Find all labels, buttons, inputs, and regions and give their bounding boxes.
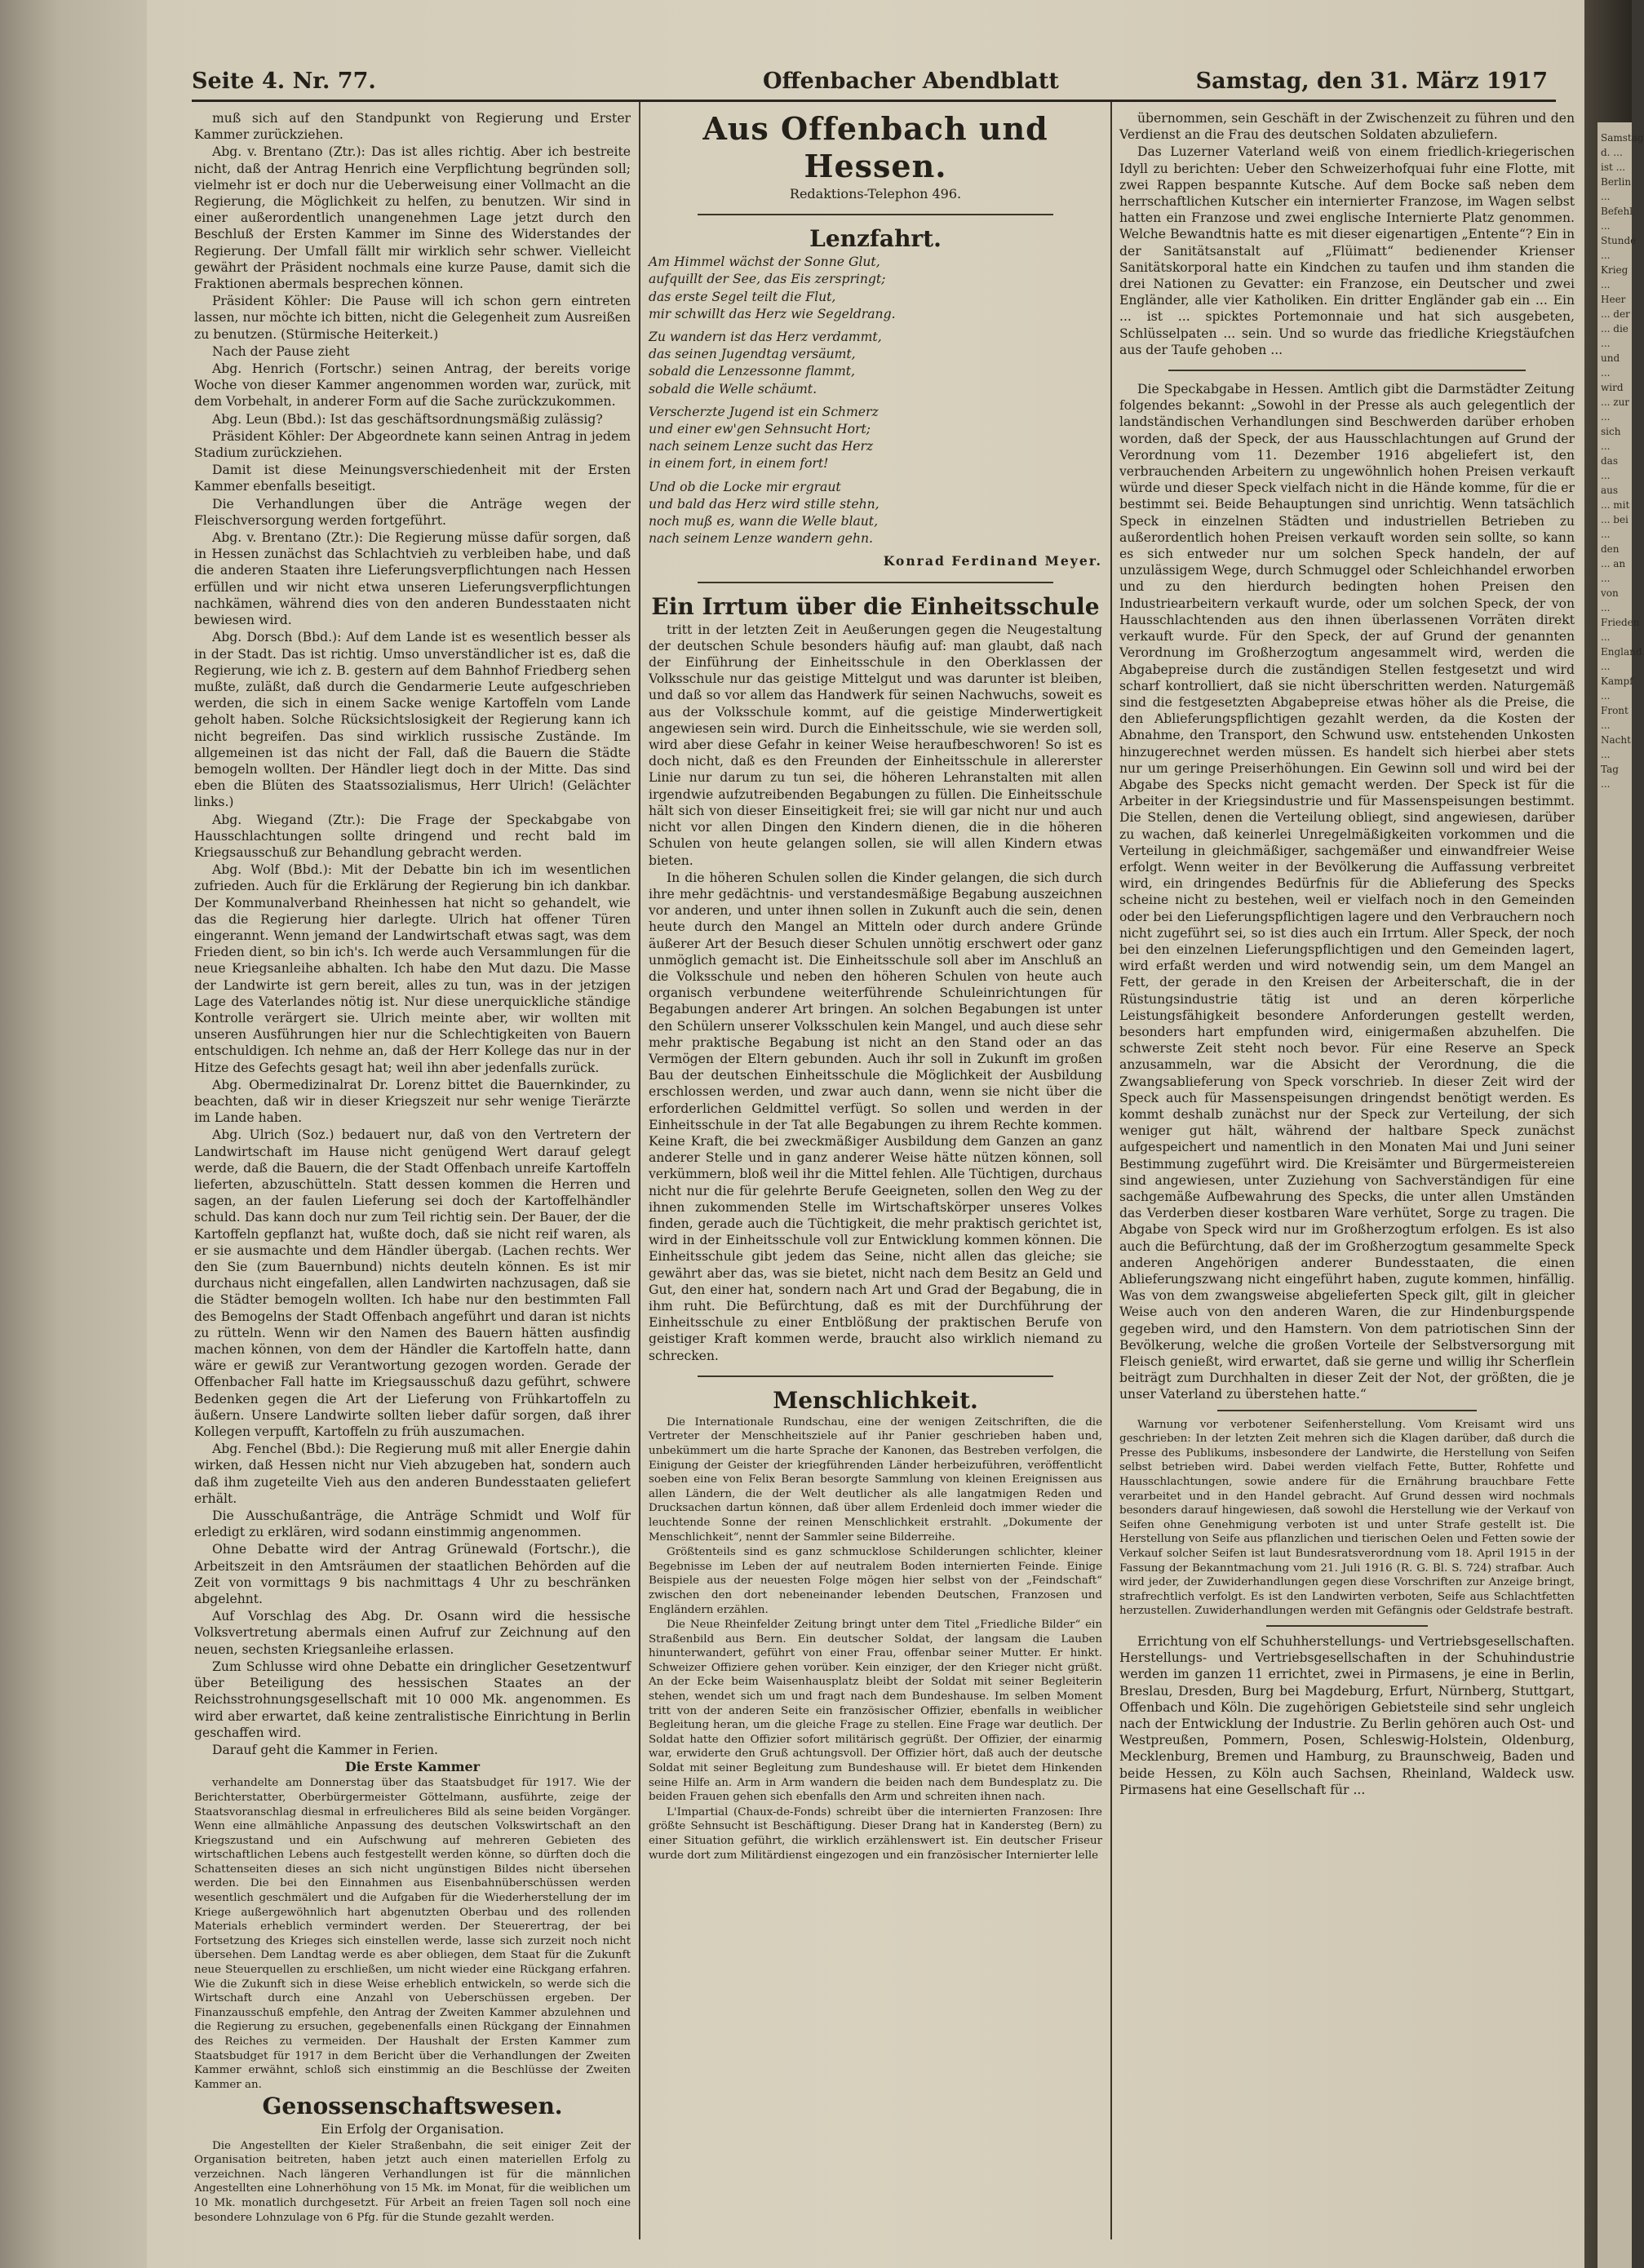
paragraph: sobald die Lenzessonne flammt, xyxy=(649,364,855,379)
paragraph: Zum Schlusse wird ohne Debatte ein dringlicher Gesetzentwurf über Beteiligung des hessischen Staates an der Reichsstrohnungsgesellschaft mit 10 000 Mk. angenommen. Es wird aber erwartet, daß keine zentralistische Einrichtung in Berlin geschaffen wird. xyxy=(194,1659,631,1740)
paragraph: Präsident Köhler: Der Abgeordnete kann seinen Antrag in jedem Stadium zurückziehen. xyxy=(194,428,631,461)
paragraph: Abg. Obermedizinalrat Dr. Lorenz bittet die Bauernkinder, zu beachten, daß wir in dieser Kriegszeit nur sehr wenige Tierärzte im Lande haben. xyxy=(194,1077,631,1126)
header-date: Samstag, den 31. März 1917 xyxy=(1195,69,1548,94)
paragraph: tritt in der letzten Zeit in Aeußerungen gegen die Neugestaltung der deutschen Schule besonders häufig auf: man glaubt, daß nach der Einführung der Einheitsschule in den Oberklassen der Volksschule nur das geistige Mittelgut und was darunter ist bleiben, und daß so vor allem das Handwerk für seinen Nachwuchs, soweit es aus der Volksschule kommt, auf die geistige Minderwertigkeit angewiesen sein wird. Durch die Einheitsschule, wie sie werden soll, wird aber diese Gefahr in keiner Weise heraufbeschworen! So ist es doch nicht, daß es den Freunden der Einheitsschule in allererster Linie nur darum zu tun sei, die höheren Lehranstalten mit allen irgendwie aufzutreibenden Begabungen zu füllen. Die Einheitsschule hält sich von dieser Einseitigkeit frei; sie will gar nicht nur und auch nicht vor allen Dingen den Kindern dienen, die in die höheren Schulen von heute gelangen sollen, sie will allen Kindern etwas bieten. xyxy=(649,622,1102,868)
paragraph: aufquillt der See, das Eis zerspringt; xyxy=(649,272,886,287)
paragraph: und bald das Herz wird stille stehn, xyxy=(649,496,880,512)
paragraph: noch muß es, wann die Welle blaut, xyxy=(649,514,879,529)
genossenschaft-text: Die Angestellten der Kieler Straßenbahn, die seit einiger Zeit der Organisation beitreten, haben jetzt auch einen materiellen Erfolg zu verzeichnen. Nach längeren Verhandlungen ist für die männlichen Angestellten eine Lohnerhöhung von 15 Mk. im Monat, für die weiblichen um 10 Mk. monatlich durchgesetzt. Für Arbeit an freien Tagen soll noch eine besondere Lohnzulage von 6 Pfg. für die Stunde gezahlt werden. xyxy=(194,2139,631,2224)
column-rule-1 xyxy=(639,102,640,2239)
paragraph: Die Internationale Rundschau, eine der wenigen Zeitschriften, die die Vertreter der Menschheitsziele auf ihr Panier geschrieben haben und, unbekümmert um die harte Sprache der Kanonen, das Bestreben verfolgen, die Einigung der Geister der kriegführenden Länder herbeizuführen, veröffentlicht soeben eine von Felix Beran besorgte Sammlung von kleinen Ereignissen aus allen Ländern, die der Welt deutlicher als alle langatmigen Reden und Drucksachen dartun können, daß über allem Erdenleid doch immer wieder die leuchtende Sonne der reinen Menschlichkeit erstrahlt. „Dokumente der Menschlichkeit“, nennt der Sammler seine Bilderreihe. xyxy=(649,1415,1102,1544)
erste-kammer-text: verhandelte am Donnerstag über das Staatsbudget für 1917. Wie der Berichterstatter, Oberbürgermeister Göttelmann, ausführte, zeige der Staatsvoranschlag diesmal in erfreulicheres Bild als seine beiden Vorgänger. Wenn eine allmähliche Anpassung des deutschen Volkswirtschaft an den Kriegszustand und ein Aufschwung auf mehreren Gebieten des wirtschaftlichen Lebens auch festgestellt werden könne, so dürften doch die Schattenseiten dieses an sich nicht ungünstigen Bildes nicht übersehen werden. Die bei den Einnahmen aus Eisenbahnüberschüssen werden wesentlich geschmälert und die Aufgaben für die Wiederherstellung der im Kriege außergewöhnlich hart abgenutzten Oberbau und des rollenden Materials erheblich vermindert werden. Der Steuerertrag, der bei Fortsetzung des Krieges sich einstellen werde, lasse sich zurzeit noch nicht übersehen. Dem Landtag werde es aber obliegen, dem Staat für die Zukunft neue Steuerquellen zu erschließen, um nicht wieder eine Rückgang erfahren. Wie die Zukunft sich in diese Weise erheblich entwickeln, so werde sich die Wirtschaft durch eine Anzahl von Ueberschüssen ergeben. Der Finanzausschuß empfehle, den Antrag der Zweiten Kammer abzulehnen und die Regierung zu ersuchen, gegebenenfalls einen Rückgang der Einnahmen des Reiches zu vermeiden. Der Haushalt der Ersten Kammer zum Staatsbudget für 1917 in dem Bericht über die Verhandlungen der Zweiten Kammer erwähnt, schloß sich einstimmig an die Beschlüsse der Zweiten Kammer an. xyxy=(194,1777,631,2091)
menschlichkeit-heading: Menschlichkeit. xyxy=(773,1386,978,1414)
einheitsschule-article xyxy=(649,622,1102,1364)
paragraph: Abg. Wolf (Bbd.): Mit der Debatte bin ich im wesentlichen zufrieden. Auch für die Erklärung der Regierung bin ich dankbar. Der Kommunalverband Rheinhessen hat nicht so gehandelt, wie das die Regierung hier darlegte. Ulrich hat offener Türen eingerannt. Wenn jemand der Landwirtschaft etwas sagt, was dem Frieden dient, so bin ich's. Ich werde auch Versammlungen für die neue Kriegsanleihe abhalten. Ich habe den Mut dazu. Die Masse der Landwirte ist gern bereit, alles zu tun, was in der jetzigen Lage des Vaterlandes nötig ist. Nur diese unerquickliche ständige Kontrolle verärgert sie. Ulrich meinte aber, wir wollten mit unseren Ausführungen hier nur die Schlechtigkeiten von Bauern entschuldigen. Ich nehme an, daß der Herr Kollege das nur in der Hitze des Gefechts gesagt hat; weil ihn aber jedenfalls zurück. xyxy=(194,862,631,1075)
paragraph: in einem fort, in einem fort! xyxy=(649,456,829,472)
paragraph: Die Verhandlungen über die Anträge wegen der Fleischversorgung werden fortgeführt. xyxy=(194,496,631,528)
section-divider xyxy=(1168,370,1526,371)
paragraph: Zu wandern ist das Herz verdammt, xyxy=(649,330,882,345)
paragraph: Abg. v. Brentano (Ztr.): Das ist alles richtig. Aber ich bestreite nicht, daß der Antrag Henrich eine Verpflichtung begründen soll; vielmehr ist er doch nur die Ueberweisung einer Vollmacht an die Regierung, die Möglichkeit zu helfen, zu benutzen. Wir sind in einer außerordentlich unangenehmen Lage jetzt durch den Beschluß der Ersten Kammer im Sinne des Widerstandes der Regierung. Der Umfall fällt mir wirklich sehr schwer. Vielleicht gewährt der Präsident nochmals eine kurze Pause, damit sich die Fraktionen abermals besprechen können. xyxy=(194,144,631,292)
section-divider xyxy=(1217,1410,1477,1411)
schuh-gesellschaften: Errichtung von elf Schuhherstellungs- und Vertriebsgesellschaften. Herstellungs- und Vertriebsgesellschaften in der Schuhindustrie werden im ganzen 11 errichtet, zwei in Pirmasens, je eine in Berlin, Breslau, Dresden, Burg bei Magdeburg, Erfurt, Nürnberg, Stuttgart, Offenbach und Köln. Die zugehörigen Gebietsteile sind sehr ungleich nach der Entwicklung der Industrie. Zu Berlin gehören auch Ost- und Westpreußen, Pommern, Posen, Schleswig-Holstein, Oldenburg, Mecklenburg, Bremen und Hamburg, zu Braunschweig, Baden und beide Hessen, zu Köln auch Sachsen, Rheinland, Waldeck usw. Pirmasens hat eine Gesellschaft für ... xyxy=(1119,1633,1575,1797)
section-divider xyxy=(698,1375,1053,1377)
column-2 xyxy=(649,110,1102,2252)
paragraph: Abg. Wiegand (Ztr.): Die Frage der Speckabgabe von Hausschlachtungen sollte dringend und recht bald im Kriegsausschuß zur Behandlung gebracht werden. xyxy=(194,812,631,860)
section-divider xyxy=(698,214,1053,215)
paragraph: Abg. Leun (Bbd.): Ist das geschäftsordnungsmäßig zulässig? xyxy=(212,411,603,427)
paragraph: Abg. Henrich (Fortschr.) seinen Antrag, der bereits vorige Woche von dieser Kammer angenommen worden war, zurück, mit dem Vorbehalt, in anderer Form auf die Sache zurückzukommen. xyxy=(194,361,631,410)
speckabgabe-article xyxy=(1119,381,1575,1403)
paragraph: nach seinem Lenze wandern gehn. xyxy=(649,531,873,547)
seifen-warning: Warnung vor verbotener Seifenherstellung. Vom Kreisamt wird uns geschrieben: In der letzten Zeit mehren sich die Klagen darüber, daß durch die Presse des Publikums, insbesondere der Landwirte, die Herstellung von Seifen selbst betrieben wird. Dabei werden vielfach Fette, Butter, Rohfette und Hausschlachtungen, sowie andere für die Ernährung brauchbare Fette verarbeitet und in den Handel gebracht. Auf Grund dessen wird nochmals besonders darauf hingewiesen, daß sowohl die Herstellung wie der Verkauf von Seifen ohne Genehmigung verboten ist und unter Strafe gestellt ist. Die Herstellung von Seife aus pflanzlichen und tierischen Oelen und Fetten sowie der Verkauf solcher Seifen ist laut Bundesratsverordnung vom 18. April 1915 in der Fassung der Bekanntmachung vom 21. Juli 1916 (R. G. Bl. S. 724) strafbar. Auch wird jeder, der Zuwiderhandlungen gegen diese Vorschriften zur Anzeige bringt, strafrechtlich verfolgt. Es ist den Landwirten verboten, Seife aus Schlachtfetten herzustellen. Zuwiderhandlungen werden mit Gefängnis oder Geldstrafe bestraft. xyxy=(1119,1418,1575,1618)
paragraph: Ohne Debatte wird der Antrag Grünewald (Fortschr.), die Arbeitszeit in den Amtsräumen der staatlichen Behörden auf die Zeit von vormittags 9 bis nachmittags 4 Uhr zu beschränken abgelehnt. xyxy=(194,1542,631,1607)
paragraph: L'Impartial (Chaux-de-Fonds) schreibt über die internierten Franzosen: Ihre größte Sehnsucht ist Beschäftigung. Dieser Drang hat in Kandersteg (Bern) zu einer Situation geführt, die wirklich erzählenswert ist. Ein deutscher Friseur wurde dort zum Militärdienst eingezogen und ein französischer Internierter lelle xyxy=(649,1805,1102,1862)
paragraph: Und ob die Locke mir ergraut xyxy=(649,479,841,494)
header-rule xyxy=(192,100,1556,102)
poem-author: Konrad Ferdinand Meyer. xyxy=(883,553,1102,569)
section-divider xyxy=(1266,1625,1428,1627)
paragraph: muß sich auf den Standpunkt von Regierung und Erster Kammer zurückziehen. xyxy=(194,111,631,143)
paragraph: Die Neue Rheinfelder Zeitung bringt unter dem Titel „Friedliche Bilder“ ein Straßenbild aus Bern. Ein deutscher Soldat, der langsam die Lauben hinunterwandert, geführt von einer Frau, offenbar seiner Mutter. Er hinkt. Schweizer Offiziere gehen vorüber. Kein einziger, der den Krieger nicht grüßt. An der Ecke beim Waisenhausplatz bleibt der Soldat mit seiner Begleiterin stehen, wendet sich um und fragt nach dem Bundeshause. Im selben Moment tritt von der anderen Seite ein französischer Offizier, ebenfalls in weiblicher Begleitung heran, um die gleiche Frage zu stellen. Eine Frage war deutlich. Der Soldat hatte den Offizier sofort militärisch gegrüßt. Der Offizier, der einarmig war, erwiderte den Gruß achtungsvoll. Der Offizier hört, daß auch der deutsche Soldat mit seiner Begleitung zum Bundeshause will. Er bietet dem Hinkenden seine Hilfe an. Arm in Arm wandern die beiden nach dem Bundesplatz zu. Die beiden Frauen gehen sich ebenfalls den Arm und schreiten ihnen nach. xyxy=(649,1619,1102,1804)
poem-lines xyxy=(649,254,1102,547)
genossenschaft-subheading: Ein Erfolg der Organisation. xyxy=(321,2122,504,2137)
paragraph: Die Ausschußanträge, die Anträge Schmidt und Wolf für erledigt zu erklären, wird sodann einstimmig angenommen. xyxy=(194,1508,631,1540)
paragraph: nach seinem Lenze sucht das Herz xyxy=(649,439,874,454)
paragraph: sobald die Welle schäumt. xyxy=(649,381,818,396)
paragraph: Abg. Ulrich (Soz.) bedauert nur, daß von den Vertretern der Landwirtschaft im Hause nicht genügend Wert darauf gelegt werde, daß die Bauern, die der Stadt Offenbach unreife Kartoffeln lieferten, abzuschütteln. Statt dessen kommen die Herren und sagen, an der faulen Lieferung sei doch der Kartoffelhändler schuld. Das kann doch nur zum Teil richtig sein. Der Bauer, der die Kartoffeln gepflanzt hat, wußte doch, daß sie nicht reif waren, als er sie ausmachte und dem Händler übergab. (Lachen rechts. Wer den Sie (zum Bauernbund) nichts deuteln können. Es ist mir durchaus nicht eingefallen, allen Landwirten nachzusagen, daß sie die Städter bemogeln wollten. Ich habe nur den bestimmten Fall des Bemogelns der Stadt Offenbach angeführt und daran ist nichts zu rütteln. Wenn wir den Namen des Bauern hätten ausfindig machen können, von dem der Händler die Kartoffeln hatte, dann wäre er gewiß zur Verantwortung gezogen worden. Gerade der Offenbacher Fall hatte im Kriegsausschuß dazu geführt, schwere Bedenken gegen die Art der Lieferung von Frühkartoffeln zu äußern. Unsere Landwirte sollten lieber dafür sorgen, daß ihrer Kollegen verpufft, Kartoffeln zu früh auszumachen. xyxy=(194,1127,631,1440)
erste-kammer-heading: Die Erste Kammer xyxy=(344,1759,481,1775)
paragraph: mir schwillt das Herz wie Segeldrang. xyxy=(649,306,896,321)
header-masthead: Offenbacher Abendblatt xyxy=(763,69,1059,94)
paragraph: Nach der Pause zieht xyxy=(212,343,350,359)
paragraph: und einer ew'gen Sehnsucht Hort; xyxy=(649,422,871,437)
paragraph: In die höheren Schulen sollen die Kinder gelangen, die sich durch ihre mehr gedächtnis- und verstandesmäßige Begabung auszeichnen vor anderen, und unter ihnen sollen in Zukunft auch die sein, denen heute durch den Mangel an Mitteln oder durch andere Gründe äußerer Art der Besuch dieser Schulen unnötig erschwert oder ganz unmöglich gemacht ist. Die Einheitsschule soll aber im Anschluß an die Volksschule und neben den höheren Schulen von heute auch organisch verbundene weiterführende Schuleinrichtungen für Begabungen anderer Art bringen. An solchen Begabungen ist unter den Schülern unserer Volksschulen kein Mangel, und auch diese sehr mehr praktische Begabung ist nicht an den Stand oder an das Vermögen der Eltern gebunden. Auch ihr soll in Zukunft im großen Bau der deutschen Einheitsschule die Möglichkeit der Ausbildung erschlossen werden, und zwar auch dann, wenn sie nicht über die erforderlichen Geldmittel verfügt. So sollen und werden in der Einheitsschule in der Tat alle Begabungen zu ihrem Rechte kommen. Keine Kraft, die bei zweckmäßiger Ausbildung dem Ganzen an ganz anderer Stelle und in ganz anderer Weise hätte nützen können, soll verkümmern, bloß weil ihr die Mittel fehlen. Alle Tüchtigen, durchaus nicht nur die für gelehrte Berufe Geeigneten, sollen den Weg zu der ihnen zukommenden Stelle im Wirtschaftskörper unseres Volkes finden, gerade auch die Tüchtigkeit, die mehr praktisch gerichtet ist, wird in der Einheitsschule voll zur Entwicklung kommen können. Die Einheitsschule gibt jedem das Seine, nicht allen das gleiche; sie gewährt aber das, was sie bietet, nicht nach dem Besitz an Geld und Gut, den einer hat, sondern nach Art und Grad der Begabung, die in ihm ruht. Die Befürchtung, daß es mit der Durchführung der Einheitsschule zu einer Entblößung der praktischen Berufe von geistiger Kraft kommen werde, braucht also wirklich niemand zu schrecken. xyxy=(649,870,1102,1363)
paragraph: Abg. Fenchel (Bbd.): Die Regierung muß mit aller Energie dahin wirken, daß Hessen nicht nur Vieh abzugeben hat, sondern auch daß ihm zugeteilte Vieh aus den anderen Bundesstaaten geliefert erhält. xyxy=(194,1442,631,1506)
paragraph: das seinen Jugendtag versäumt, xyxy=(649,347,856,362)
menschlichkeit-article xyxy=(649,1415,1102,1863)
paragraph: übernommen, sein Geschäft in der Zwischenzeit zu führen und den Verdienst an die Frau des deutschen Soldaten abzuliefern. xyxy=(1119,111,1575,143)
paragraph: Abg. v. Brentano (Ztr.): Die Regierung müsse dafür sorgen, daß in Hessen zunächst das Schlachtvieh zu verbleiben habe, und daß die anderen Staaten ihre Lieferungsverpflichtungen nach Hessen erfüllen und wir nicht etwa unseren Lieferungsverpflichtungen nachkämen, während dies von den anderen Bundesstaaten nicht bewiesen wird. xyxy=(194,530,631,628)
paragraph: das erste Segel teilt die Flut, xyxy=(649,289,836,304)
paragraph: Abg. Dorsch (Bbd.): Auf dem Lande ist es wesentlich besser als in der Stadt. Das ist richtig. Umso unverständlicher ist es, daß die Regierung, wie ich z. B. gestern auf dem Bahnhof Friedberg sehen mußte, zuläßt, daß durch die Gendarmerie Leute aufgeschrieben werden, die sich in einem Sacke wenige Kartoffeln vom Lande geholt haben. Solche Rücksichtslosigkeit der Regierung kann ich nicht begreifen. Das sind wirklich russische Zustände. Im allgemeinen ist das nicht der Fall, daß die Bauern die Städte bemogeln wollten. Der Händler liegt doch in der Mitte. Das sind eben die Blüten des Staatssozialismus, Herr Ulrich! (Gelächter links.) xyxy=(194,630,631,810)
genossenschaft-heading: Genossenschaftswesen. xyxy=(262,2093,563,2120)
local-section-heading: Aus Offenbach und Hessen. xyxy=(702,110,1048,184)
paragraph: Verscherzte Jugend ist ein Schmerz xyxy=(649,404,879,419)
column-3 xyxy=(1119,110,1575,2252)
parliament-report xyxy=(194,110,631,1758)
paragraph: Das Luzerner Vaterland weiß von einem friedlich-kriegerischen Idyll zu berichten: Ueber den Schweizerhofquai fuhr eine Flotte, mit zwei Rappen bespannte Kutsche. Auf dem Bocke saß neben dem herrschaftlichen Kutscher ein internierter Franzose, im Wagen selbst hatten ein Franzose und zwei englische Internierte Platz genommen. Welche Bewandtnis hatte es mit dieser eigenartigen „Entente“? Ein in der Sanitätsanstalt auf „Flüimatt“ bedienender Krienser Sanitätskorporal hatte ein Kindchen zu taufen und ihm standen die drei Nationen zu Gevatter: ein Franzose, ein Deutscher und zwei Engländer, alle vier Katholiken. Ein dritter Engländer gab ein ... Ein ... ist ... spicktes Portemonnaie und hat sich ausgebeten, Schlüsselpaten ... sein. Und so wurde das friedliche Kriegstäufchen aus der Taufe gehoben ... xyxy=(1119,144,1575,357)
paragraph: Die Speckabgabe in Hessen. Amtlich gibt die Darmstädter Zeitung folgendes bekannt: „Sowohl in der Presse als auch gelegentlich der landständischen Verhandlungen sind Beschwerden darüber erhoben worden, daß der Speck, der aus Hausschlachtungen auf Grund der Verordnung vom 11. Dezember 1916 abgeliefert ist, den verbrauchenden Arbeitern zu ungewöhnlich hohen Preisen verkauft würde und dieser Speck vielfach nicht in die Hände komme, für die er bestimmt sei. Beide Behauptungen sind unrichtig. Wenn tatsächlich Speck in einzelnen Städten und industriellen Betrieben zu außerordentlich hohen Preisen verkauft worden sein sollte, so kann es sich entweder nur um solchen Speck handeln, der auf unzulässigem Wege, durch Schmuggel oder Schleichhandel erworben und zu den hierdurch bedingten hohen Preisen den Industriearbeitern verkauft wurde, oder um solchen Speck, der von Hausschlachtenden aus den ihnen überlassenen Vorräten direkt verkauft wurde. Für den Speck, der auf Grund der genannten Verordnung im Großherzogtum angesammelt wird, werden die Abgabepreise durch die zuständigen Stellen festgesetzt und wird scharf kontrolliert, daß sie nicht überschritten werden. Naturgemäß sind die festgesetzten Abgabepreise etwas höher als die Preise, die den Ablieferungspflichtigen gezahlt werden, da die Kosten der Abnahme, den Transport, den Schwund usw. entstehenden Unkosten hinzugerechnet werden müssen. Es handelt sich hierbei aber stets nur um geringe Preiserhöhungen. Ein Gewinn soll und wird bei der Abgabe des Specks nicht gemacht werden. Der Speck ist für die Arbeiter in der Kriegsindustrie und für Massenspeisungen bestimmt. Die Stellen, denen die Verteilung obliegt, sind angewiesen, darüber zu wachen, daß keinerlei Unregelmäßigkeiten vorkommen und die Verteilung in gleichmäßiger, sachgemäßer und einwandfreier Weise erfolgt. Wenn weiter in der Bevölkerung die Auffassung verbreitet wird, ein dringendes Bedürfnis für die Ablieferung des Specks scheine nicht zu bestehen, weil er vielfach noch in den Gemeinden oder bei den Lieferungspflichtigen lagere und den Verbrauchern noch nicht zugeführt sei, so ist dies auch ein Irrtum. Aller Speck, der noch bei den einzelnen Lieferungspflichtigen und den Gemeinden lagert, wird erfaßt werden und wird notwendig sein, um dem Mangel an Fett, der gerade in den Kreisen der Arbeiterschaft, die in der Rüstungsindustrie tätig ist und an deren körperliche Leistungsfähigkeit besondere Anforderungen gestellt werden, besonders hart empfunden wird, einigermaßen abzuhelfen. Die schwerste Zeit steht noch bevor. Für eine Reserve an Speck anzusammeln, war die Absicht der Verordnung, die die Zwangsablieferung von Speck vorschrieb. In dieser Zeit wird der Speck auch für Massenspeisungen dringendst benötigt werden. Es kommt deshalb zunächst nur der Speck zur Verteilung, der sich weniger gut hält, während der haltbare Speck zunächst aufgespeichert und namentlich in den Monaten Mai und Juni seiner Bestimmung zugeführt wird. Die Kreisämter und Bürgermeistereien sind angewiesen, unter Zuziehung von Sachverständigen für eine sachgemäße Aufbewahrung des Specks, die unter allen Umständen das Verderben dieser kostbaren Ware verhütet, Sorge zu tragen. Die Abgabe von Speck wird nur im Großherzogtum erfolgen. Es ist also auch die Befürchtung, daß der im Großherzogtum gesammelte Speck anderen Angehörigen anderer Bundesstaaten, die einen Ablieferungszwang nicht eingeführt haben, zugute kommen, hinfällig. Was von dem zwangsweise abgelieferten Speck gilt, gilt in gleicher Weise auch von den anderen Waren, die zur Hindenburgspende gegeben wird, und den Hamstern. Von dem patriotischen Sinn der Bevölkerung, welche die großen Vorteile der Selbstversorgung mit Fleisch genießt, wird erwartet, daß sie gerne und willig ihr Scherflein beiträgt zum Durchhalten in dieser Zeit der Not, der größten, die je unser Vaterland zu überstehen hatte.“ xyxy=(1119,382,1575,1402)
paragraph: Größtenteils sind es ganz schmucklose Schilderungen schlichter, kleiner Begebnisse im Leben der auf neutralem Boden internierten Feinde. Einige Beispiele aus der neuesten Folge mögen hier selbst von der „Feindschaft“ zwischen den dort nebeneinander lebenden Deutschen, Franzosen und Engländern erzählen. xyxy=(649,1546,1102,1616)
column-rule-2 xyxy=(1110,102,1112,2239)
paragraph: Damit ist diese Meinungsverschiedenheit mit der Ersten Kammer ebenfalls beseitigt. xyxy=(194,463,631,494)
book-binding-edge xyxy=(0,0,147,2268)
paragraph: Am Himmel wächst der Sonne Glut, xyxy=(649,255,880,270)
paragraph: Präsident Köhler: Die Pause will ich schon gern eintreten lassen, nur möchte ich bitten, nicht die Gelegenheit zum Ausreißen zu benutzen. (Stürmische Heiterkeit.) xyxy=(194,294,631,342)
adjacent-page-text: Samstag d. ... ist ... Berlin ... Befehl ... Stunde ... Krieg ... Heer ... der ... die ... und ... wird ... zur ... sich ... das ... aus ... mit ... bei ... den ... an ... von ... Frieden ... England ... Kampf ... Front ... Nacht ... Tag ... xyxy=(1601,132,1644,790)
internees-stories xyxy=(1119,110,1575,358)
header-page-number: Seite 4. Nr. 77. xyxy=(192,69,376,94)
einheitsschule-heading: Ein Irrtum über die Einheitsschule xyxy=(651,592,1100,620)
paragraph: Darauf geht die Kammer in Ferien. xyxy=(212,1742,438,1757)
section-divider xyxy=(698,582,1053,583)
editorial-phone: Redaktions-Telephon 496. xyxy=(789,186,962,202)
column-1 xyxy=(194,110,631,2252)
paragraph: Auf Vorschlag des Abg. Dr. Osann wird die hessische Volksvertretung abermals einen Aufruf zur Zeichnung auf den neuen, sechsten Kriegsanleihe erlassen. xyxy=(194,1609,631,1657)
poem-title: Lenzfahrt. xyxy=(809,225,942,253)
